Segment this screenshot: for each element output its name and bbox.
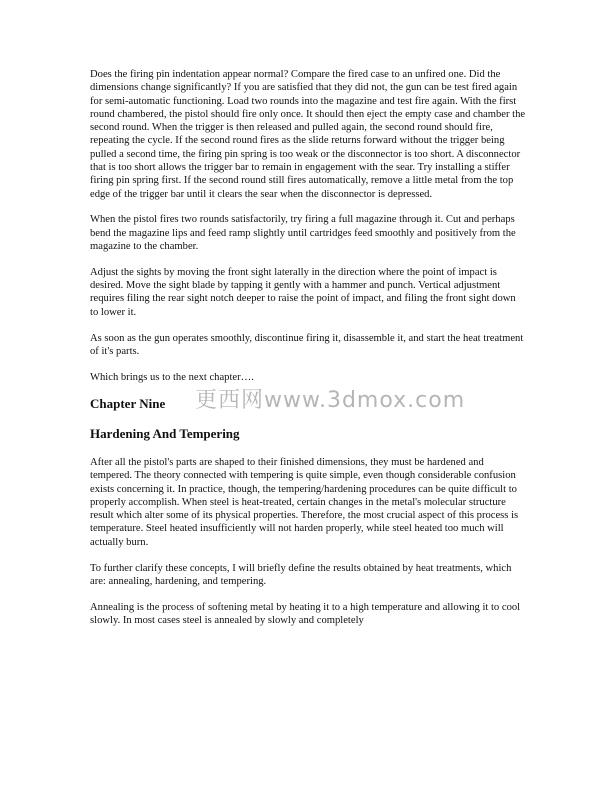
- paragraph-hardening-intro: After all the pistol's parts are shaped to their finished dimensions, they must be hardened and tempered. The theory connected with tempering is quite simple, even though considerable confusion exists concerning it. In practice, though, the tempering/hardening procedures can be quite difficult to properly accomplish. When steel is heat-treated, certain changes in the metal's molecular structure result which alter some of its physical properties. Therefore, the most crucial aspect of this process is temperature. Steel heated insufficiently will not harden properly, while steel heated too much will actually burn.: [90, 456, 519, 548]
- site-watermark: 更西网www.3dmox.com: [195, 388, 466, 413]
- paragraph-magazine-feed: When the pistol fires two rounds satisfactorily, try firing a full magazine through it. Cut and perhaps bend the magazine lips and feed ramp slightly until cartridges feed smoothly and positively from the magazine to the chamber.: [90, 214, 516, 253]
- paragraph-firing-test: Does the firing pin indentation appear normal? Compare the fired case to an unfired one. Did the dimensions change significantly? If you are satisfied that they did not, the gun can be test fired again for semi-automatic functioning. Load two rounds into the magazine and test fire again. With the first round chambered, the pistol should fire only once. It should then eject the empty case and chamber the second round. When the trigger is then released and pulled again, the second round should fire, repeating the cycle. If the second round fires as the slide returns forward without the trigger being pulled a second time, the firing pin spring is too weak or the disconnector is too short. A disconnector that is too short allows the trigger bar to remain in engagement with the sear. Try installing a stiffer firing pin spring first. If the second round still fires automatically, remove a little metal from the top edge of the trigger bar until it clears the sear when the disconnector is depressed.: [90, 69, 526, 200]
- paragraph-annealing: Annealing is the process of softening metal by heating it to a high temperature and allowing it to cool slowly. In most cases steel is annealed by slowly and completely: [90, 601, 521, 626]
- paragraph-heat-treatment-start: As soon as the gun operates smoothly, discontinue firing it, disassemble it, and start the heat treatment of it's parts.: [90, 332, 524, 357]
- chapter-heading: Chapter Nine: [90, 395, 166, 411]
- paragraph-next-chapter: Which brings us to the next chapter….: [90, 371, 254, 383]
- paragraph-sight-adjustment: Adjust the sights by moving the front sight laterally in the direction where the point of impact is desired. Move the sight blade by tapping it gently with a hammer and punch. Vertical adjustment requires filing the rear sight notch deeper to raise the point of impact, and filing the front sight down to lower it.: [90, 266, 516, 318]
- document-page: [90, 68, 526, 640]
- section-heading: Hardening And Tempering: [90, 425, 240, 441]
- paragraph-definitions: To further clarify these concepts, I will briefly define the results obtained by heat treatments, which are: annealing, hardening, and tempering.: [90, 562, 512, 587]
